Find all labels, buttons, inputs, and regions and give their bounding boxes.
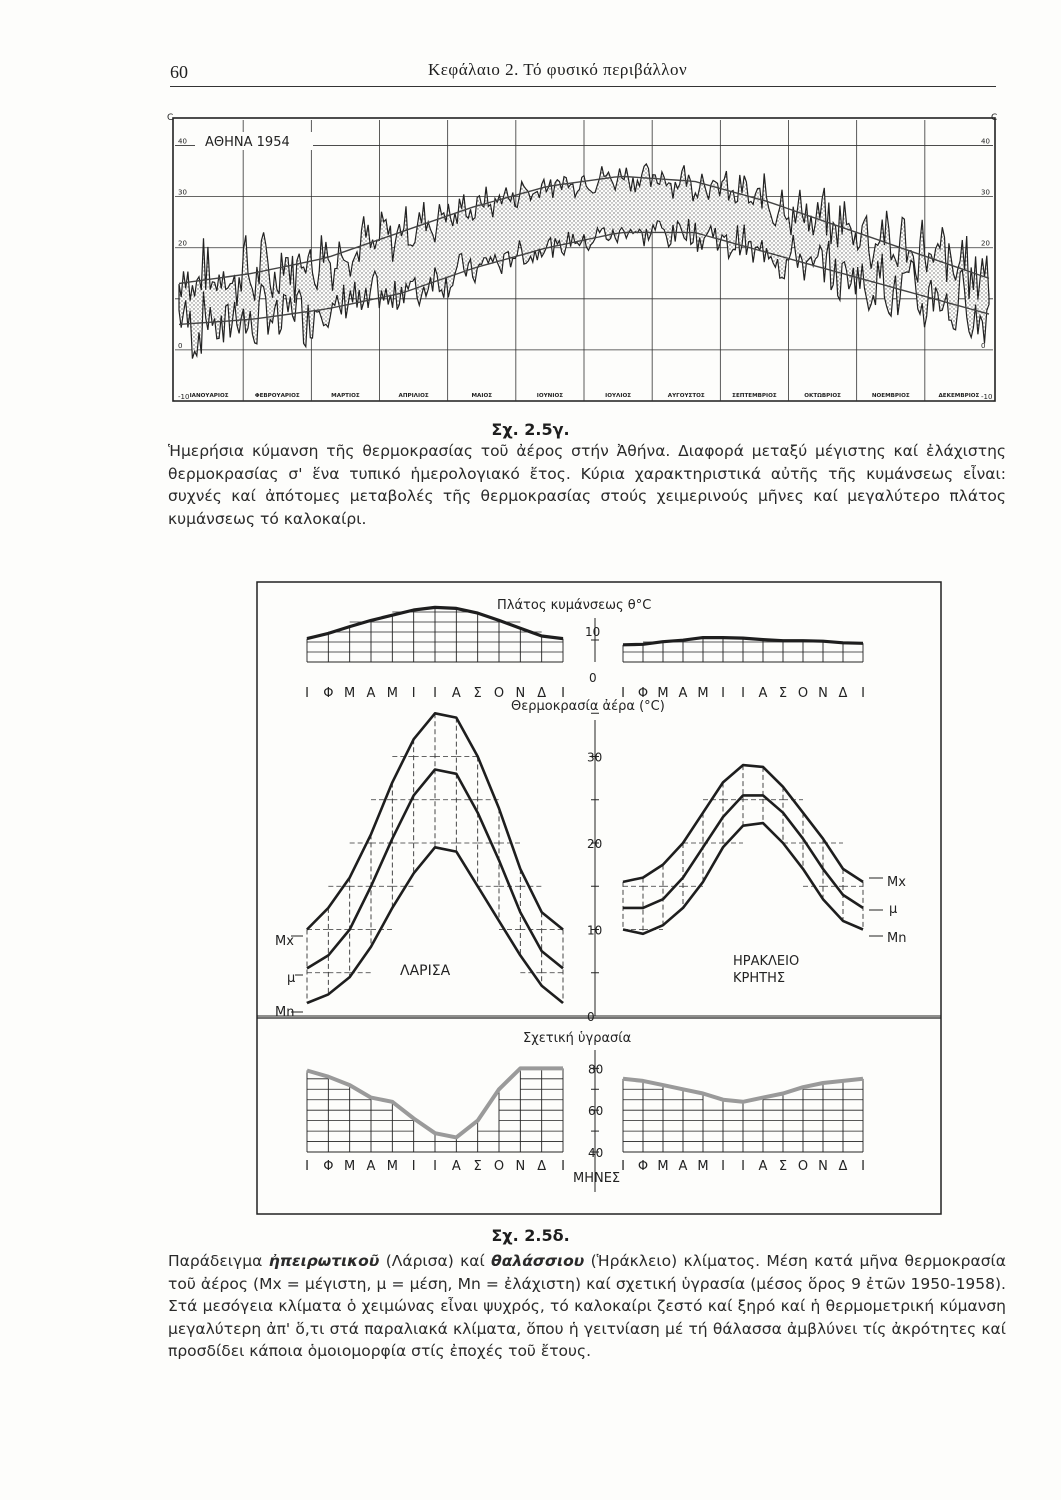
larisa-top-month-letter: Σ bbox=[473, 686, 482, 701]
heraklion-top-month-letter: Δ bbox=[838, 686, 848, 701]
month-label: ΟΚΤΩΒΡΙΟΣ bbox=[804, 393, 841, 399]
y-tick-left: 20 bbox=[178, 239, 187, 248]
larisa-mean-line bbox=[307, 770, 563, 969]
larisa-bottom-month-letter: Ι bbox=[411, 1159, 416, 1174]
heraklion-label-line1: ΗΡΑΚΛΕΙΟ bbox=[733, 954, 800, 969]
month-label: ΦΕΒΡΟΥΑΡΙΟΣ bbox=[254, 393, 300, 399]
running-title: Κεφάλαιο 2. Τό φυσικό περιβάλλον bbox=[428, 60, 688, 79]
chart-label: ΑΘΗΝΑ 1954 bbox=[205, 135, 290, 150]
page-header bbox=[170, 58, 996, 87]
heraklion-min-line bbox=[623, 823, 863, 934]
amplitude-title: Πλάτος κυμάνσεως θ°C bbox=[497, 598, 652, 613]
month-label: ΑΠΡΙΛΙΟΣ bbox=[398, 393, 429, 399]
heraklion-bottom-month-letter: Ι bbox=[861, 1159, 865, 1174]
month-label: ΙΟΥΝΙΟΣ bbox=[536, 393, 564, 399]
temperature-tick-label: 0 bbox=[587, 1010, 595, 1024]
larisa-bottom-month-letter: Ι bbox=[433, 1159, 437, 1174]
athens-temperature-chart bbox=[165, 108, 1007, 408]
heraklion-bottom-month-letter: Α bbox=[678, 1159, 688, 1174]
heraklion-label-line2: ΚΡΗΤΗΣ bbox=[733, 971, 786, 986]
humidity-tick-label: 40 bbox=[588, 1146, 604, 1160]
month-label: ΙΑΝΟΥΑΡΙΟΣ bbox=[189, 393, 229, 399]
larisa-top-month-letter: Ι bbox=[561, 686, 565, 701]
humidity-title: Σχετική ὑγρασία bbox=[523, 1031, 632, 1046]
heraklion-bottom-month-letter: Ι bbox=[741, 1159, 745, 1174]
heraklion-bottom-month-letter: Μ bbox=[657, 1159, 669, 1174]
unit-right: C bbox=[991, 113, 998, 123]
amplitude-tick-label: 10 bbox=[585, 625, 601, 639]
month-label: ΣΕΠΤΕΜΒΡΙΟΣ bbox=[732, 393, 777, 399]
climate-comparison-figure bbox=[255, 580, 945, 1220]
larisa-top-month-letter: Ν bbox=[515, 686, 526, 701]
months-axis-label: ΜΗΝΕΣ bbox=[573, 1171, 621, 1186]
y-tick-right: -10 bbox=[981, 393, 993, 401]
larisa-top-month-letter: Ι bbox=[305, 686, 309, 701]
heraklion-bottom-month-letter: Δ bbox=[838, 1159, 848, 1174]
larisa-bottom-month-letter: Α bbox=[451, 1159, 461, 1174]
heraklion-bottom-month-letter: Ι bbox=[721, 1159, 725, 1174]
y-tick-left: 40 bbox=[178, 137, 187, 146]
larisa-bottom-month-letter: Φ bbox=[323, 1159, 334, 1174]
month-label: ΔΕΚΕΜΒΡΙΟΣ bbox=[938, 393, 980, 399]
page-number: 60 bbox=[170, 62, 188, 82]
heraklion-bottom-month-letter: Ι bbox=[621, 1159, 625, 1174]
heraklion-top-month-letter: Α bbox=[678, 686, 688, 701]
caption-body: (Ἡράκλειο) κλίματος. Μέση κατά μῆνα θερμοκρασία τοῦ ἀέρος (Mx = μέγιστη, μ = μέση, Mn = ἐλάχιστη) καί σχετική ὑγρασία (μέσος ὅρος 9 ἐτῶν 1950-1958). Στά μεσόγεια κλίματα ὁ χειμώνας εἶναι ψυχρός, τό καλοκαίρι ζεστό καί ξηρό καί ἡ θερμομετρική κύμανση μεγαλύτερη ἀπ' ὅ,τι στά παραλιακά κλίματα, ὅπου ἡ γειτνίαση μέ τή θάλασσα ἀμβλύνει τίς ἀκρότητες καί προσδίδει κάποια ὁμοιομορφία στίς ἐποχές τοῦ ἔτους. bbox=[168, 1252, 1007, 1360]
heraklion-humidity-line bbox=[623, 1079, 863, 1102]
larisa-bottom-month-letter: Μ bbox=[386, 1159, 398, 1174]
heraklion-top-month-letter: Σ bbox=[778, 686, 788, 701]
heraklion-bottom-month-letter: Ν bbox=[818, 1159, 828, 1174]
larisa-bottom-month-letter: Ν bbox=[515, 1159, 526, 1174]
temperature-tick-label: 10 bbox=[587, 923, 603, 938]
month-label: ΙΟΥΛΙΟΣ bbox=[605, 393, 632, 399]
figure-frame bbox=[257, 582, 941, 1214]
heraklion-bottom-month-letter: Σ bbox=[778, 1159, 788, 1174]
caption-middle: (Λάρισα) καί bbox=[379, 1252, 492, 1270]
larisa-top-month-letter: Φ bbox=[323, 686, 334, 701]
heraklion-top-month-letter: Μ bbox=[697, 686, 709, 701]
larisa-bottom-month-letter: Μ bbox=[344, 1159, 356, 1174]
heraklion-bottom-month-letter: Ο bbox=[797, 1159, 809, 1174]
larisa-top-month-letter: Ι bbox=[411, 686, 416, 701]
y-tick-left: -10 bbox=[178, 393, 190, 401]
y-tick-right: 0 bbox=[981, 341, 986, 350]
larisa-top-month-letter: Α bbox=[366, 686, 376, 701]
heraklion-legend-max: Mx bbox=[887, 875, 906, 890]
y-tick-right: 20 bbox=[981, 239, 990, 248]
heraklion-top-month-letter: Ο bbox=[797, 686, 809, 701]
heraklion-legend-mean: μ bbox=[889, 902, 898, 917]
temperature-title: Θερμοκρασία ἀέρα (°C) bbox=[511, 699, 665, 714]
larisa-min-line bbox=[307, 847, 563, 1003]
larisa-bottom-month-letter: Ι bbox=[305, 1159, 309, 1174]
heraklion-top-month-letter: Ι bbox=[721, 686, 725, 701]
heraklion-bottom-month-letter: Φ bbox=[637, 1159, 649, 1174]
heraklion-top-month-letter: Ι bbox=[621, 686, 625, 701]
y-tick-right: 30 bbox=[981, 188, 990, 197]
amplitude-tick-label: 0 bbox=[589, 671, 597, 685]
larisa-top-month-letter: Ι bbox=[433, 686, 437, 701]
larisa-label: ΛΑΡΙΣΑ bbox=[400, 963, 451, 979]
larisa-bottom-month-letter: Α bbox=[366, 1159, 376, 1174]
caption-continental-term: ἠπειρωτικοῦ bbox=[268, 1252, 380, 1270]
caption-intro: Παράδειγμα bbox=[168, 1252, 269, 1270]
caption-maritime-term: θαλάσσιου bbox=[491, 1252, 585, 1270]
temperature-tick-label: 30 bbox=[587, 750, 603, 765]
larisa-legend-max: Mx bbox=[275, 934, 294, 949]
larisa-legend-min: Mn bbox=[275, 1005, 295, 1020]
y-tick-left: 0 bbox=[178, 341, 183, 350]
heraklion-bottom-month-letter: Α bbox=[758, 1159, 768, 1174]
month-label: ΝΟΕΜΒΡΙΟΣ bbox=[871, 393, 910, 399]
month-label: ΜΑΙΟΣ bbox=[471, 393, 493, 399]
temperature-tick-label: 20 bbox=[587, 837, 603, 851]
heraklion-legend-min: Mn bbox=[887, 931, 907, 946]
larisa-bottom-month-letter: Σ bbox=[473, 1159, 482, 1174]
heraklion-top-month-letter: Ι bbox=[861, 686, 865, 701]
heraklion-mean-line bbox=[623, 795, 863, 908]
figure-a-caption-title: Σχ. 2.5γ. bbox=[491, 420, 570, 439]
heraklion-bottom-month-letter: Μ bbox=[697, 1159, 709, 1174]
larisa-bottom-month-letter: Ο bbox=[493, 1159, 505, 1174]
heraklion-top-month-letter: Α bbox=[758, 686, 768, 701]
larisa-top-month-letter: Ο bbox=[493, 686, 505, 701]
larisa-bottom-month-letter: Δ bbox=[537, 1159, 547, 1174]
larisa-top-month-letter: Δ bbox=[537, 686, 547, 701]
heraklion-top-month-letter: Φ bbox=[637, 686, 649, 701]
humidity-tick-label: 80 bbox=[588, 1062, 604, 1077]
heraklion-top-month-letter: Μ bbox=[657, 686, 669, 701]
larisa-top-month-letter: Μ bbox=[386, 686, 398, 701]
month-label: ΑΥΓΟΥΣΤΟΣ bbox=[667, 393, 705, 399]
larisa-bottom-month-letter: Ι bbox=[561, 1159, 565, 1174]
figure-b-caption bbox=[168, 1250, 1006, 1363]
heraklion-legend-ticks bbox=[869, 878, 883, 936]
heraklion-top-month-letter: Ι bbox=[741, 686, 745, 701]
larisa-top-month-letter: Μ bbox=[344, 686, 356, 701]
month-label: ΜΑΡΤΙΟΣ bbox=[331, 393, 360, 399]
larisa-legend-mean: μ bbox=[287, 971, 296, 986]
figure-b-caption-title: Σχ. 2.5δ. bbox=[491, 1226, 570, 1245]
figure-a-caption: Ἡμερήσια κύμανση τῆς θερμοκρασίας τοῦ ἀέρος στήν Ἀθήνα. Διαφορά μεταξύ μέγιστης καί ἐλάχιστης θερμοκρασίας σ' ἕνα τυπικό ἡμερολογιακό ἔτος. Κύρια χαρακτηριστικά αὐτῆς τῆς κυμάνσεως εἶναι: συχνές καί ἀπότομες μεταβολές τῆς θερμοκρασίας στούς χειμερινούς μῆνες καί μεγαλύτερο πλάτος κυμάνσεως τό καλοκαίρι. bbox=[168, 442, 1006, 528]
larisa-top-month-letter: Α bbox=[451, 686, 461, 701]
unit-left: C bbox=[167, 113, 174, 123]
y-tick-right: 40 bbox=[981, 137, 990, 146]
y-tick-left: 30 bbox=[178, 188, 187, 197]
heraklion-top-month-letter: Ν bbox=[818, 686, 828, 701]
humidity-tick-label: 60 bbox=[588, 1104, 604, 1119]
